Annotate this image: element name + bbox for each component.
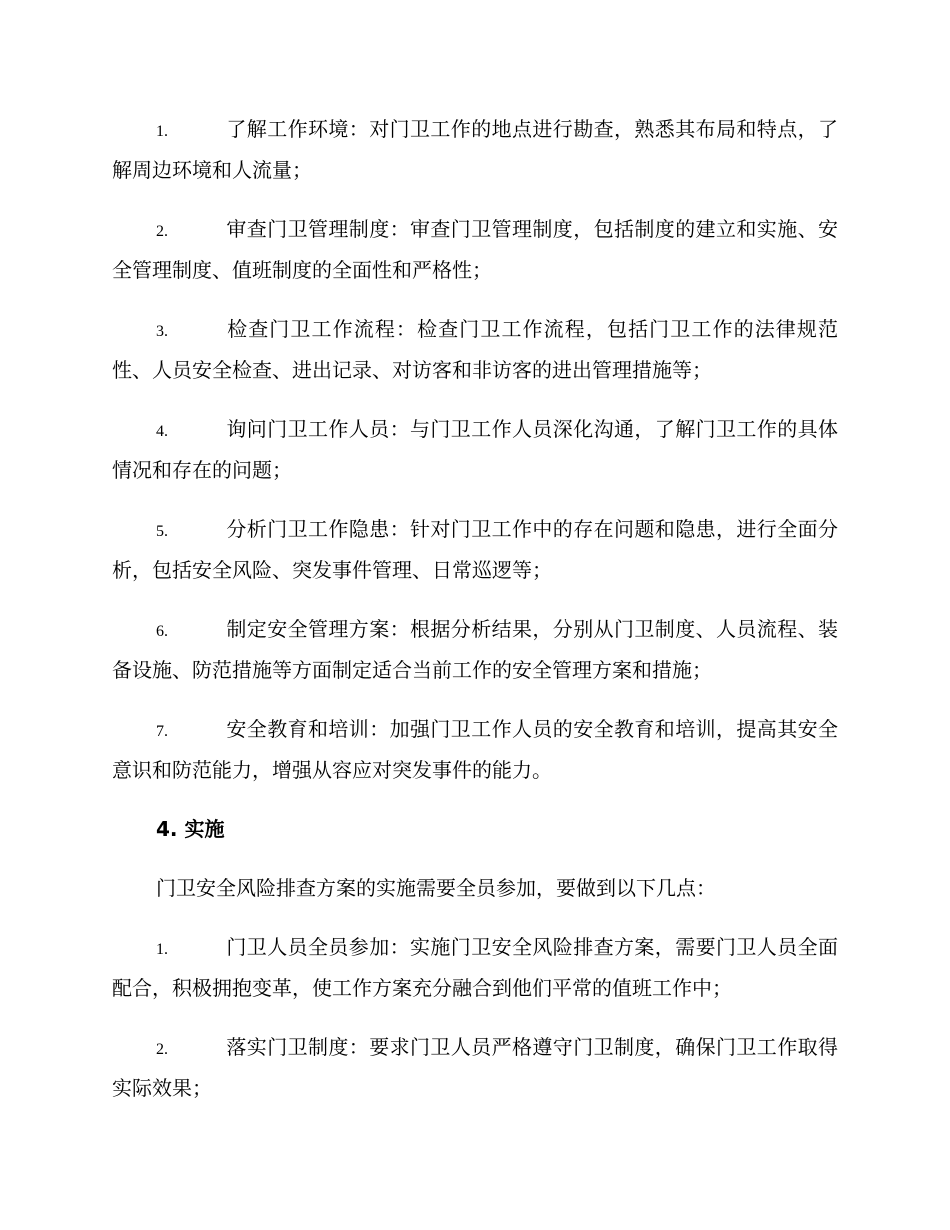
list-text: 落实门卫制度：要求门卫人员严格遵守门卫制度，确保门卫工作取得实际效果； — [112, 1035, 838, 1100]
list-text: 安全教育和培训：加强门卫工作人员的安全教育和培训，提高其安全意识和防范能力，增强从容应对突发事件的能力。 — [112, 717, 838, 782]
list-item — [112, 928, 838, 1007]
list-item — [112, 1028, 838, 1107]
list-text: 检查门卫工作流程：检查门卫工作流程，包括门卫工作的法律规范性、人员安全检查、进出记录、对访客和非访客的进出管理措施等； — [112, 317, 838, 382]
list-number: 3. — [156, 323, 168, 340]
list-text: 询问门卫工作人员：与门卫工作人员深化沟通，了解门卫工作的具体情况和存在的问题； — [112, 417, 838, 482]
list-text: 了解工作环境：对门卫工作的地点进行勘查，熟悉其布局和特点，了解周边环境和人流量； — [112, 117, 838, 182]
list-text: 分析门卫工作隐患：针对门卫工作中的存在问题和隐患，进行全面分析，包括安全风险、突发事件管理、日常巡逻等； — [112, 517, 838, 582]
list-number: 7. — [156, 723, 168, 740]
list-item — [112, 410, 838, 489]
list-text: 审查门卫管理制度：审查门卫管理制度，包括制度的建立和实施、安全管理制度、值班制度的全面性和严格性； — [112, 217, 838, 282]
list-number: 5. — [156, 523, 168, 540]
list-number: 2. — [156, 1041, 168, 1058]
list-number: 2. — [156, 223, 168, 240]
list-number: 4. — [156, 423, 168, 440]
list-number: 1. — [156, 123, 168, 140]
list-number: 6. — [156, 623, 168, 640]
list-item — [112, 510, 838, 589]
list-item — [112, 610, 838, 689]
list-item — [112, 110, 838, 189]
list-text: 制定安全管理方案：根据分析结果，分别从门卫制度、人员流程、装备设施、防范措施等方面制定适合当前工作的安全管理方案和措施； — [112, 617, 838, 682]
list-text: 门卫人员全员参加：实施门卫安全风险排查方案，需要门卫人员全面配合，积极拥抱变革，使工作方案充分融合到他们平常的值班工作中； — [112, 935, 838, 1000]
list-number: 1. — [156, 941, 168, 958]
list-item — [112, 210, 838, 289]
document-body — [112, 110, 838, 1128]
list-item — [112, 310, 838, 389]
section-intro: 门卫安全风险排查方案的实施需要全员参加，要做到以下几点： — [156, 876, 716, 900]
list-item — [112, 710, 838, 789]
section-heading: 4. 实施 — [156, 817, 225, 841]
